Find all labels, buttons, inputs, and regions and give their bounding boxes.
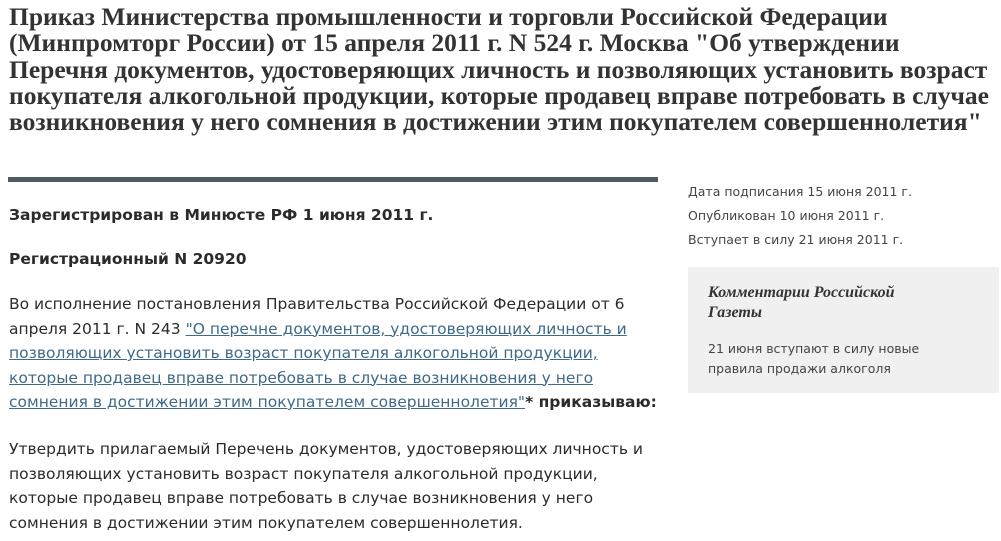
comments-card-text[interactable]: 21 июня вступают в силу новые правила продажи алкоголя	[708, 341, 920, 376]
signed-date: Дата подписания 15 июня 2011 г.	[688, 184, 912, 199]
effective-date: Вступает в силу 21 июня 2011 г.	[688, 232, 904, 247]
body-paragraph: Утвердить прилагаемый Перечень документов, удостоверяющих личность и позволяющих установить возраст покупателя алкогольной продукции, которые продавец вправе потребовать в случае возникновения у него сомнения в достижении этим покупателем совершеннолетия.	[9, 440, 643, 532]
intro-paragraph	[9, 292, 664, 415]
published-date: Опубликован 10 июня 2011 г.	[688, 208, 885, 223]
registration-info: Зарегистрирован в Минюсте РФ 1 июня 2011 г.	[9, 206, 434, 224]
intro-prefix: Во исполнение постановления Правительства Российской Федерации от 6 апреля 2011 г. N 243	[9, 295, 625, 338]
intro-suffix: * приказываю:	[525, 393, 657, 411]
resolution-link[interactable]: "О перечне документов, удостоверяющих личность и позволяющих установить возраст покупателя алкогольной продукции, которые продавец вправе потребовать в случае возникновения у него сомнения в достижении этим покупателем совершеннолетия"	[9, 319, 627, 411]
comments-card-title[interactable]: Комментарии Российской Газеты	[708, 284, 895, 321]
document-title: Приказ Министерства промышленности и торговли Российской Федерации (Минпромторг России) от 15 апреля 2011 г. N 524 г. Москва "Об утверждении Перечня документов, удостоверяющих личность и позволяющих установить возраст покупателя алкогольной продукции, которые продавец вправе потребовать в случае возникновения у него сомнения в достижении этим покупателем совершеннолетия"	[9, 2, 989, 137]
comments-card[interactable]	[688, 267, 999, 393]
registration-number: Регистрационный N 20920	[9, 250, 247, 268]
title-divider	[8, 177, 658, 182]
